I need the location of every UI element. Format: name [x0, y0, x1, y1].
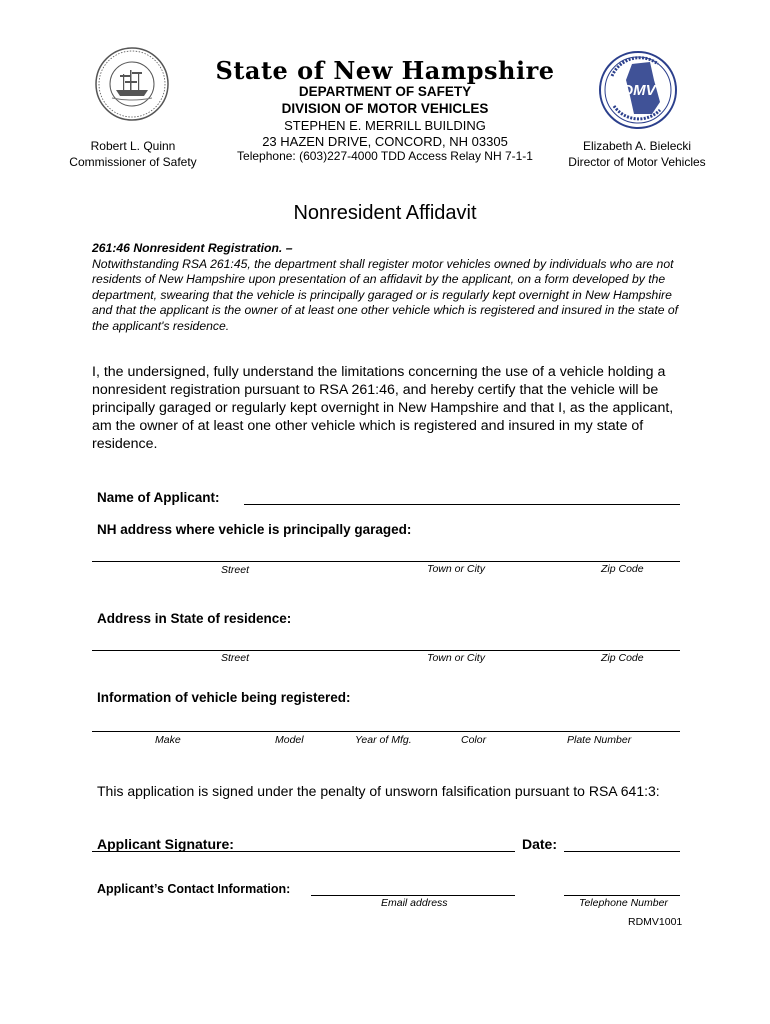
vehicle-label: Information of vehicle being registered: [97, 690, 351, 705]
residence-address-field[interactable] [92, 650, 680, 651]
year-caption: Year of Mfg. [355, 734, 412, 746]
state-title: State of New Hampshire [215, 56, 555, 85]
statute-text [92, 241, 692, 334]
phone-field[interactable] [564, 895, 680, 896]
vehicle-info-field[interactable] [92, 731, 680, 732]
nh-street-caption: Street [221, 564, 250, 576]
contact-label: Applicant’s Contact Information: [97, 882, 291, 896]
form-title: Nonresident Affidavit [293, 202, 477, 224]
nh-town-caption: Town or City [427, 563, 485, 575]
model-caption: Model [275, 734, 304, 746]
director-name: Elizabeth A. Bielecki [582, 139, 692, 153]
statute-heading: 261:46 Nonresident Registration. – [92, 241, 293, 255]
nh-zip-caption: Zip Code [601, 563, 644, 575]
make-caption: Make [155, 734, 181, 746]
nh-address-field[interactable] [92, 561, 680, 562]
name-label: Name of Applicant: [97, 490, 220, 505]
email-caption: Email address [381, 897, 448, 909]
statute-body: Notwithstanding RSA 261:45, the department shall register motor vehicles owned by individuals who are not residents of New Hampshire upon presentation of an affidavit by the applicant, on a form developed by the department, swearing that the vehicle is principally garaged or is regularly kept overnight in New Hampshire and that the applicant is the owner of at least one other vehicle which is registered and insured in the state of the applicant's residence. [92, 256, 679, 333]
commissioner-block [58, 138, 208, 170]
department-name: DEPARTMENT OF SAFETY [298, 84, 472, 99]
name-field[interactable] [244, 504, 680, 505]
dmv-logo [598, 50, 678, 130]
division-name: DIVISION OF MOTOR VEHICLES [281, 101, 489, 116]
building-name: STEPHEN E. MERRILL BUILDING [284, 118, 486, 133]
signature-label: Applicant Signature: [97, 836, 234, 852]
svg-text:DMV: DMV [622, 82, 656, 99]
res-zip-caption: Zip Code [601, 652, 644, 664]
plate-caption: Plate Number [567, 734, 632, 746]
nh-address-label: NH address where vehicle is principally garaged: [97, 522, 412, 537]
commissioner-name: Robert L. Quinn [90, 139, 176, 153]
director-block [560, 138, 714, 170]
date-field[interactable] [564, 851, 680, 852]
signature-field[interactable] [92, 851, 515, 852]
res-street-caption: Street [221, 652, 250, 664]
certification-text: I, the undersigned, fully understand the limitations concerning the use of a vehicle holding a nonresident registration pursuant to RSA 261:46, and hereby certify that the vehicle will be principally garaged or regularly kept overnight in New Hampshire and that I, as the applicant, am the owner of at least one other vehicle which is registered and insured in my state of residence. [92, 364, 674, 452]
email-field[interactable] [311, 895, 515, 896]
penalty-statement: This application is signed under the penalty of unsworn falsification pursuant to RSA 641:3: [97, 783, 660, 799]
telephone-line: Telephone: (603)227-4000 TDD Access Relay NH 7-1-1 [237, 149, 533, 163]
street-address: 23 HAZEN DRIVE, CONCORD, NH 03305 [262, 134, 508, 149]
res-town-caption: Town or City [427, 652, 485, 664]
nh-state-seal [94, 46, 170, 122]
date-label: Date: [522, 836, 558, 852]
color-caption: Color [461, 734, 487, 746]
commissioner-title: Commissioner of Safety [69, 155, 197, 169]
form-number: RDMV1001 [628, 916, 683, 928]
phone-caption: Telephone Number [579, 897, 668, 909]
director-title: Director of Motor Vehicles [568, 155, 706, 169]
residence-label: Address in State of residence: [97, 611, 292, 626]
